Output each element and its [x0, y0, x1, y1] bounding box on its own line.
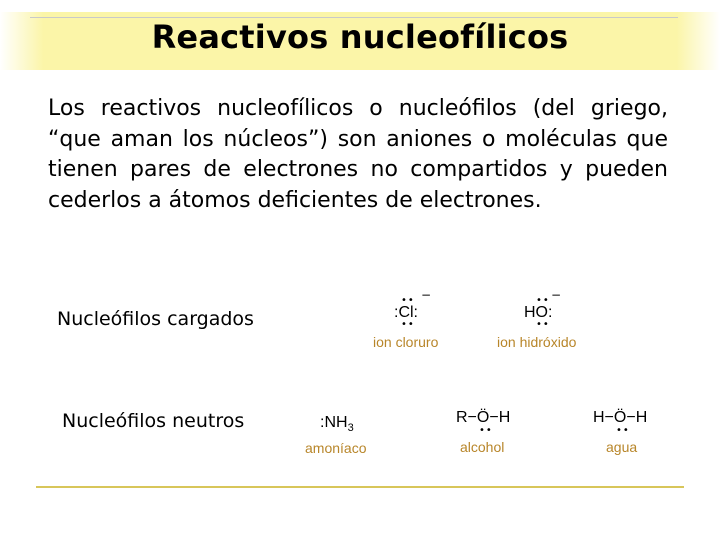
hydroxide-top-dots: •• [536, 295, 550, 306]
water-formula: H−Ö−H [593, 409, 648, 426]
hydroxide-charge: − [551, 288, 562, 302]
bottom-divider [36, 486, 684, 488]
chloride-bottom-dots: •• [401, 319, 415, 330]
hydroxide-bottom-dots: •• [536, 319, 550, 330]
charged-nucleophiles-label: Nucleófilos cargados [57, 308, 254, 330]
chloride-top-dots: •• [401, 295, 415, 306]
slide-title: Reactivos nucleofílicos [151, 18, 569, 56]
water-bottom-dots: •• [616, 425, 630, 436]
chloride-caption: ion cloruro [373, 334, 439, 350]
chloride-charge: − [421, 288, 432, 302]
hydroxide-formula: HO: [524, 304, 553, 321]
water-caption: agua [606, 439, 638, 455]
alcohol-formula: R−Ö−H [456, 409, 511, 426]
ammonia-formula: $:NH_3$ [320, 414, 354, 435]
alcohol-bottom-dots: •• [479, 425, 493, 436]
ammonia-caption: amoníaco [305, 440, 367, 456]
neutral-nucleophiles-label: Nucleófilos neutros [62, 410, 245, 432]
hydroxide-caption: ion hidróxido [497, 334, 577, 350]
chloride-formula: :Cl: [394, 304, 418, 321]
alcohol-caption: alcohol [460, 439, 505, 455]
definition-paragraph: Los reactivos nucleofílicos o nucleófilos (del griego, “que aman los núcleos”) son aniones o moléculas que tienen pares de electrones no compartidos y pueden cederlos a átomos deficientes de electrones. [48, 96, 668, 213]
